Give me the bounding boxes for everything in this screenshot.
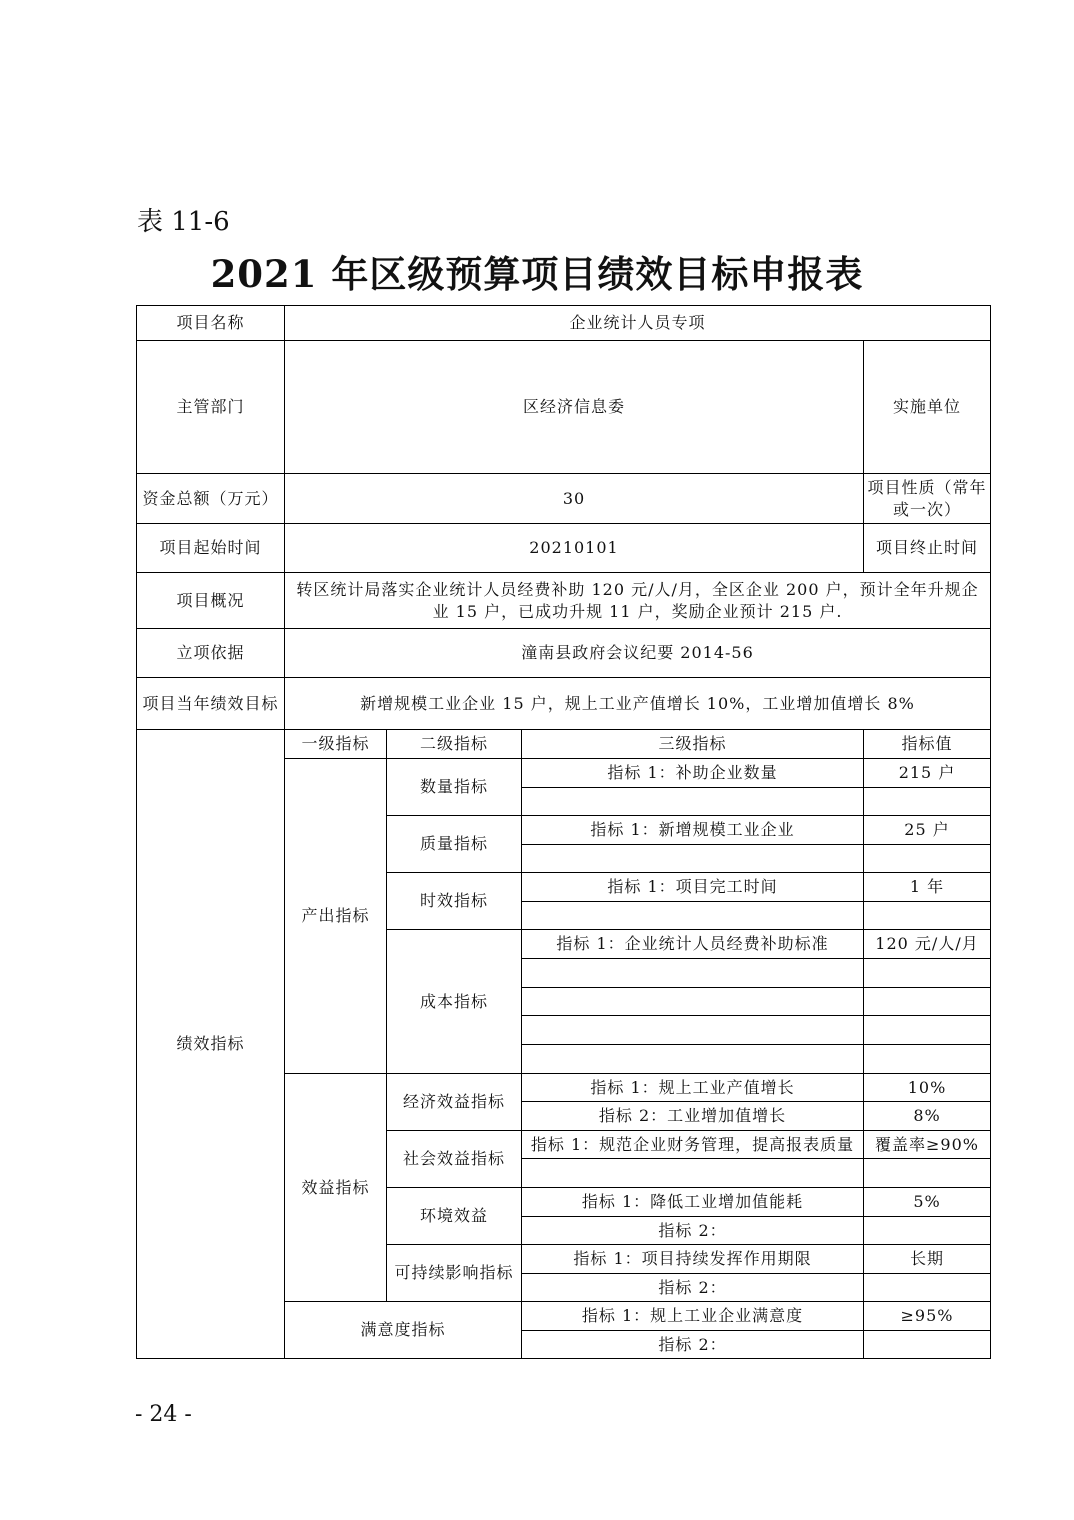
quantity-indicator-label: 数量指标 [387, 759, 522, 816]
empty-cell [522, 845, 864, 873]
empty-cell [864, 845, 991, 873]
timeliness-indicator-label: 时效指标 [387, 873, 522, 930]
project-name-label: 项目名称 [137, 306, 285, 341]
empty-cell [864, 1045, 991, 1074]
empty-cell [522, 1045, 864, 1074]
empty-cell [522, 959, 864, 988]
basis-label: 立项依据 [137, 629, 285, 678]
row-overview [137, 573, 991, 629]
empty-cell [864, 959, 991, 988]
social-indicator-1: 指标 1：规范企业财务管理，提高报表质量 [522, 1131, 864, 1159]
empty-cell [864, 1016, 991, 1045]
empty-cell [864, 1217, 991, 1245]
timeliness-indicator-1-value: 1 年 [864, 873, 991, 902]
output-indicator-label: 产出指标 [285, 759, 387, 1074]
start-label: 项目起始时间 [137, 524, 285, 573]
cost-indicator-1-value: 120 元/人/月 [864, 930, 991, 959]
economic-indicator-2-value: 8% [864, 1102, 991, 1131]
empty-cell [522, 1016, 864, 1045]
cost-indicator-1: 指标 1：企业统计人员经费补助标准 [522, 930, 864, 959]
empty-cell [522, 902, 864, 930]
basis-value: 潼南县政府会议纪要 2014-56 [285, 629, 991, 678]
sustain-indicator-2: 指标 2： [522, 1274, 864, 1302]
economic-indicator-1-value: 10% [864, 1074, 991, 1102]
dept-label: 主管部门 [137, 341, 285, 474]
empty-cell [864, 1159, 991, 1188]
col-level1-header: 一级指标 [285, 730, 387, 759]
empty-cell [864, 1274, 991, 1302]
social-indicator-1-value: 覆盖率≥90% [864, 1131, 991, 1159]
empty-cell [864, 988, 991, 1016]
satisfaction-indicator-2: 指标 2： [522, 1331, 864, 1359]
performance-target-form [136, 305, 991, 1359]
sustain-indicator-1: 指标 1：项目持续发挥作用期限 [522, 1245, 864, 1274]
satisfaction-indicator-1: 指标 1：规上工业企业满意度 [522, 1302, 864, 1331]
quantity-indicator-1-value: 215 户 [864, 759, 991, 788]
quantity-indicator-1: 指标 1：补助企业数量 [522, 759, 864, 788]
overview-line-1: 转区统计局落实企业统计人员经费补助 120 元/人/月，全区企业 200 户，预计全年升规企 [296, 579, 979, 599]
timeliness-indicator-1: 指标 1：项目完工时间 [522, 873, 864, 902]
table-number: 表 11-6 [137, 207, 230, 237]
overview-value [285, 573, 991, 629]
environment-indicator-1: 指标 1：降低工业增加值能耗 [522, 1188, 864, 1217]
col-level3-header: 三级指标 [522, 730, 864, 759]
cost-indicator-label: 成本指标 [387, 930, 522, 1074]
satisfaction-indicator-1-value: ≥95% [864, 1302, 991, 1331]
economic-indicator-2: 指标 2：工业增加值增长 [522, 1102, 864, 1131]
amount-value: 30 [285, 474, 864, 524]
economic-indicator-1: 指标 1：规上工业产值增长 [522, 1074, 864, 1102]
quality-indicator-1-value: 25 户 [864, 816, 991, 845]
page-number: - 24 - [135, 1402, 192, 1427]
goal-value: 新增规模工业企业 15 户，规上工业产值增长 10%，工业增加值增长 8% [285, 678, 991, 730]
empty-cell [522, 788, 864, 816]
start-value: 20210101 [285, 524, 864, 573]
sustain-indicator-1-value: 长期 [864, 1245, 991, 1274]
col-level2-header: 二级指标 [387, 730, 522, 759]
overview-line-2: 业 15 户，已成功升规 11 户，奖励企业预计 215 户. [432, 601, 843, 621]
goal-label: 项目当年绩效目标 [137, 678, 285, 730]
row-amount [137, 474, 991, 524]
project-name-value: 企业统计人员专项 [285, 306, 991, 341]
dept-value: 区经济信息委 [285, 341, 864, 474]
quality-indicator-1: 指标 1：新增规模工业企业 [522, 816, 864, 845]
quality-indicator-label: 质量指标 [387, 816, 522, 873]
environment-indicator-label: 环境效益 [387, 1188, 522, 1245]
row-basis [137, 629, 991, 678]
row-goal [137, 678, 991, 730]
row-indicator-header [137, 730, 991, 759]
empty-cell [864, 902, 991, 930]
unit-label: 实施单位 [864, 341, 991, 474]
amount-label: 资金总额（万元） [137, 474, 285, 524]
nature-label: 项目性质（常年或一次） [864, 474, 991, 524]
economic-indicator-label: 经济效益指标 [387, 1074, 522, 1131]
social-indicator-label: 社会效益指标 [387, 1131, 522, 1188]
col-value-header: 指标值 [864, 730, 991, 759]
benefit-indicator-label: 效益指标 [285, 1074, 387, 1302]
row-period [137, 524, 991, 573]
row-project-name [137, 306, 991, 341]
environment-indicator-1-value: 5% [864, 1188, 991, 1217]
empty-cell [522, 1159, 864, 1188]
overview-label: 项目概况 [137, 573, 285, 629]
satisfaction-indicator-label: 满意度指标 [285, 1302, 522, 1359]
empty-cell [864, 788, 991, 816]
page-title: 2021 年区级预算项目绩效目标申报表 [210, 252, 864, 296]
row-department [137, 341, 991, 474]
environment-indicator-2: 指标 2： [522, 1217, 864, 1245]
empty-cell [522, 988, 864, 1016]
end-label: 项目终止时间 [864, 524, 991, 573]
empty-cell [864, 1331, 991, 1359]
indicators-section-label: 绩效指标 [137, 730, 285, 1359]
sustain-indicator-label: 可持续影响指标 [387, 1245, 522, 1302]
